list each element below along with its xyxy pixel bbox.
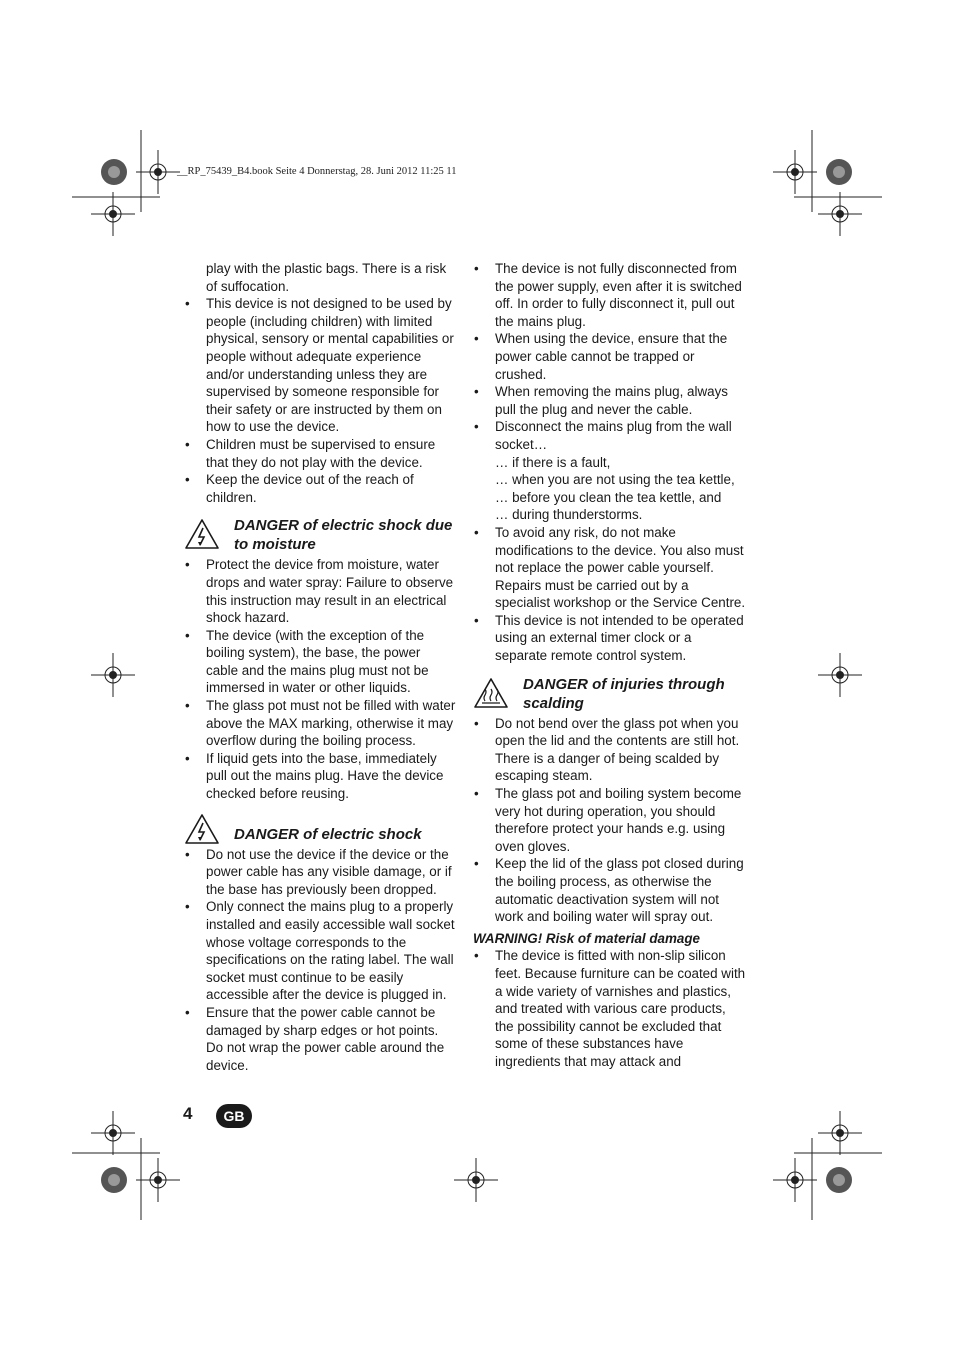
- list-item: • Children must be supervised to ensure that they do not play with the device.: [184, 436, 456, 471]
- paragraph-continuation: play with the plastic bags. There is a risk of suffocation.: [206, 261, 447, 294]
- list-item: • The device is not fully disconnected from the power supply, even after it is switched off. In order to fully disconnect it, pull out the mains plug.: [473, 260, 747, 330]
- sub-item: … during thunderstorms.: [495, 507, 643, 523]
- sub-item: … when you are not using the tea kettle,: [495, 472, 735, 488]
- heading-text: DANGER of injuries through scalding: [523, 675, 725, 712]
- section-heading-moisture: [184, 516, 456, 554]
- list-item: • Do not use the device if the device or the power cable has any visible damage, or if the base has previously been dropped.: [184, 846, 456, 899]
- list-item: • The device is fitted with non-slip silicon feet. Because furniture can be coated with a wide variety of varnishes and plastics, and treated with various care products, the possibility cannot be excluded that some of these substances have ingredients that may attack and: [473, 947, 747, 1070]
- print-meta: __RP_75439_B4.book Seite 4 Donnerstag, 28. Juni 2012 11:25 11: [177, 166, 457, 177]
- language-badge: GB: [216, 1104, 252, 1128]
- page-number: 4: [183, 1104, 193, 1123]
- list-item: • To avoid any risk, do not make modifications to the device. You also must not replace the power cable yourself. Repairs must be carried out by a specialist workshop or the Service Centre.: [473, 524, 747, 612]
- list-item: • The glass pot and boiling system become very hot during operation, you should therefore protect your hands e.g. using oven gloves.: [473, 785, 747, 855]
- list-item: • This device is not designed to be used by people (including children) with limited physical, sensory or mental capabilities or people without adequate experience and/or understanding unless they are supervised by someone responsible for their safety or are instructed by them on how to use the device.: [184, 295, 456, 436]
- list-item: • When using the device, ensure that the power cable cannot be trapped or crushed.: [473, 330, 747, 383]
- list-item: • The glass pot must not be filled with water above the MAX marking, otherwise it may overflow during the boiling process.: [184, 697, 456, 750]
- sub-item: … before you clean the tea kettle, and: [495, 489, 722, 505]
- right-column: [473, 260, 747, 1071]
- section-heading-shock: [184, 825, 456, 844]
- list-item: • If liquid gets into the base, immediately pull out the mains plug. Have the device checked before reusing.: [184, 750, 456, 803]
- section-heading-scalding: [473, 675, 747, 713]
- list-item: • This device is not intended to be operated using an external timer clock or a separate remote control system.: [473, 612, 747, 665]
- left-column: [184, 260, 456, 1074]
- list-item: • Protect the device from moisture, water drops and water spray: Failure to observe this instruction may result in an electrical shock hazard.: [184, 556, 456, 626]
- sub-item: … if there is a fault,: [495, 454, 611, 470]
- warning-heading: WARNING! Risk of material damage: [473, 930, 700, 946]
- list-item: • Do not bend over the glass pot when you open the lid and the contents are still hot. There is a danger of being scalded by escaping steam.: [473, 715, 747, 785]
- list-item: • Only connect the mains plug to a properly installed and easily accessible wall socket whose voltage corresponds to the specifications on the rating label. The wall socket must continue to be easily accessible after the device is plugged in.: [184, 898, 456, 1004]
- electric-shock-warning-icon: [184, 813, 220, 845]
- heading-text: DANGER of electric shock due to moisture: [234, 517, 453, 554]
- list-item: • Ensure that the power cable cannot be damaged by sharp edges or hot points. Do not wrap the power cable around the device.: [184, 1004, 456, 1074]
- heading-text: DANGER of electric shock: [234, 825, 422, 843]
- electric-shock-warning-icon: [184, 518, 220, 550]
- list-item: • Disconnect the mains plug from the wall socket…: [473, 418, 747, 453]
- list-item: • Keep the lid of the glass pot closed during the boiling process, as otherwise the automatic deactivation system will not work and boiling water will spray out.: [473, 855, 747, 925]
- hot-surface-warning-icon: [473, 677, 509, 709]
- list-item: • The device (with the exception of the boiling system), the base, the power cable and the mains plug must not be immersed in water or other liquids.: [184, 627, 456, 697]
- list-item: • When removing the mains plug, always pull the plug and never the cable.: [473, 383, 747, 418]
- list-item: • Keep the device out of the reach of children.: [184, 471, 456, 506]
